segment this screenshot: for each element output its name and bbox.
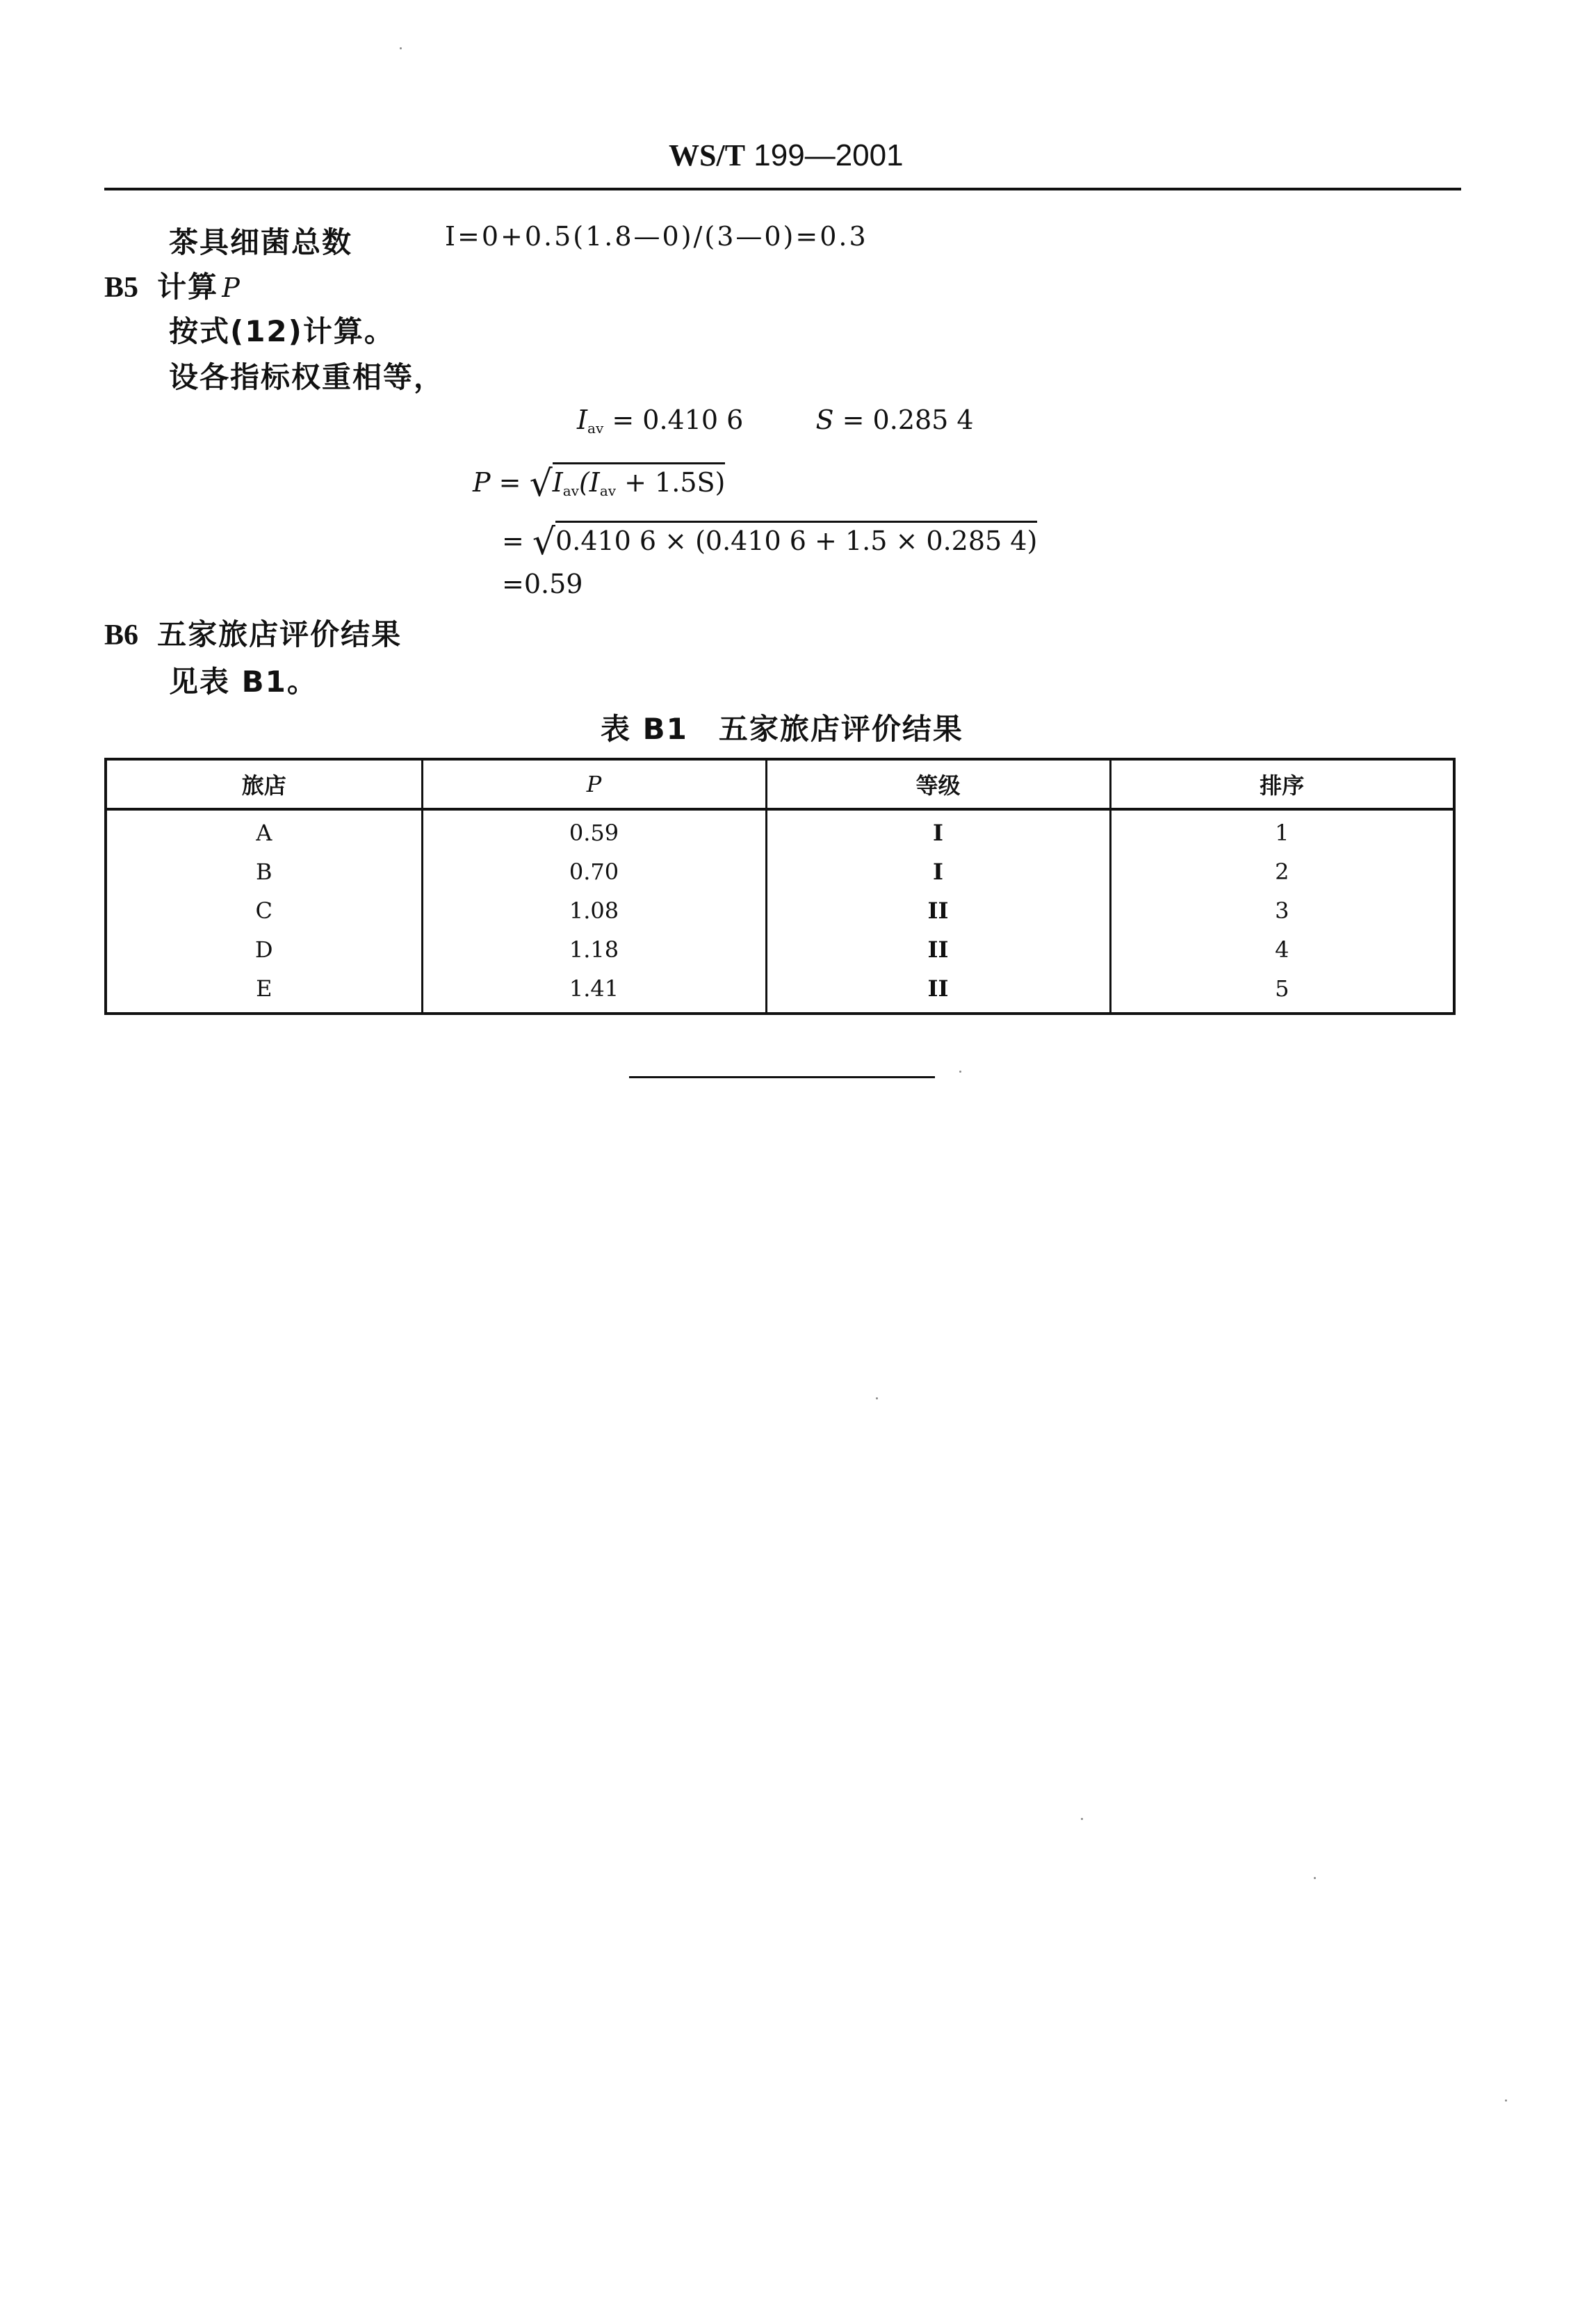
scan-speck bbox=[1505, 2099, 1507, 2102]
iav-value: = 0.410 6 bbox=[612, 405, 744, 435]
sqrt-2: √0.410 6 × (0.410 6 + 1.5 × 0.285 4) bbox=[532, 521, 1038, 563]
cell-hotel: B bbox=[106, 852, 422, 891]
page-header bbox=[669, 138, 904, 173]
cell-grade: I bbox=[766, 809, 1110, 852]
cell-hotel: A bbox=[106, 809, 422, 852]
scan-speck bbox=[876, 1397, 878, 1399]
b5-line2: 设各指标权重相等， bbox=[169, 360, 445, 394]
col-header-hotel: 旅店 bbox=[106, 759, 422, 809]
section-title: 计算 bbox=[157, 270, 219, 304]
cell-hotel: E bbox=[106, 969, 422, 1014]
table-row bbox=[106, 852, 1454, 891]
cell-grade: II bbox=[766, 969, 1110, 1014]
results-table bbox=[104, 758, 1456, 1015]
equation-3: =0.59 bbox=[502, 569, 583, 599]
cell-p: 1.08 bbox=[422, 891, 766, 930]
cell-grade: II bbox=[766, 930, 1110, 969]
table-header-row bbox=[106, 759, 1454, 809]
cell-rank: 2 bbox=[1110, 852, 1454, 891]
s-symbol: S bbox=[815, 405, 834, 435]
cell-p: 0.59 bbox=[422, 809, 766, 852]
end-rule bbox=[629, 1076, 935, 1078]
equation-2: = √0.410 6 × (0.410 6 + 1.5 × 0.285 4) bbox=[502, 517, 1037, 559]
section-b5-heading bbox=[104, 264, 240, 306]
cell-rank: 5 bbox=[1110, 969, 1454, 1014]
section-title: 五家旅店评价结果 bbox=[157, 617, 402, 651]
table-row bbox=[106, 809, 1454, 852]
col-header-grade: 等级 bbox=[766, 759, 1110, 809]
cell-p: 1.18 bbox=[422, 930, 766, 969]
header-doc-code: WS/T bbox=[669, 138, 746, 172]
b6-line1: 见表 B1。 bbox=[169, 665, 318, 699]
cell-p: 0.70 bbox=[422, 852, 766, 891]
cell-grade: II bbox=[766, 891, 1110, 930]
s-value: = 0.285 4 bbox=[842, 405, 974, 435]
equation-1: $P = √I_{av}(I_{av} + 1.5S)$ bbox=[473, 459, 725, 501]
header-doc-number: 199—2001 bbox=[754, 138, 904, 172]
scan-speck bbox=[959, 1071, 961, 1073]
section-title-var: P bbox=[222, 273, 240, 303]
cell-rank: 1 bbox=[1110, 809, 1454, 852]
section-number: B5 bbox=[104, 272, 139, 304]
iav-definition: $I_{av} = 0.410$ 6 S = 0.285 4 bbox=[577, 405, 974, 437]
col-header-p: P bbox=[422, 759, 766, 809]
b5-line1: 按式(12)计算。 bbox=[169, 314, 395, 348]
table-row bbox=[106, 969, 1454, 1014]
cell-rank: 4 bbox=[1110, 930, 1454, 969]
scan-speck bbox=[1081, 1818, 1083, 1820]
cell-hotel: D bbox=[106, 930, 422, 969]
table-caption: 表 B1 五家旅店评价结果 bbox=[601, 712, 963, 746]
sqrt-2-body: 0.410 6 × (0.410 6 + 1.5 × 0.285 4) bbox=[555, 521, 1037, 556]
section-b6-heading bbox=[104, 612, 402, 653]
bacteria-formula: I=0+0.5(1.8—0)/(3—0)=0.3 bbox=[445, 221, 868, 252]
sqrt-1: $√I_{av}(I_{av} + 1.5S)$ bbox=[529, 463, 726, 505]
scan-speck bbox=[400, 47, 402, 49]
header-rule bbox=[104, 188, 1461, 190]
table-row bbox=[106, 930, 1454, 969]
cell-grade: I bbox=[766, 852, 1110, 891]
cell-hotel: C bbox=[106, 891, 422, 930]
cell-p: 1.41 bbox=[422, 969, 766, 1014]
bacteria-label: 茶具细菌总数 bbox=[169, 225, 353, 259]
col-header-rank: 排序 bbox=[1110, 759, 1454, 809]
scan-speck bbox=[1314, 1877, 1316, 1879]
section-number: B6 bbox=[104, 619, 139, 651]
cell-rank: 3 bbox=[1110, 891, 1454, 930]
table-row bbox=[106, 891, 1454, 930]
